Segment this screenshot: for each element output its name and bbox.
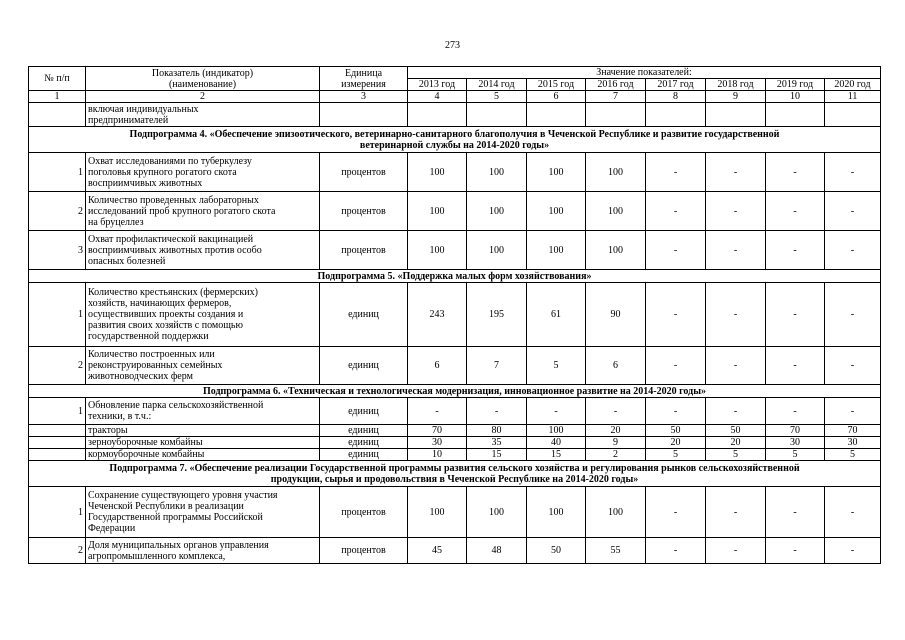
indicator-text [86,538,320,564]
value-cell: - [766,231,825,270]
value-cell: - [408,398,467,425]
indicator-line: Количество крестьянских (фермерских) [88,287,258,298]
value-cell: 30 [766,437,825,449]
unit-cell: процентов [320,231,408,270]
value-cell: 100 [586,153,646,192]
col-number: 2 [86,91,320,103]
value-cell: 100 [527,487,586,538]
indicator-text [86,425,320,437]
indicator-text [86,347,320,385]
value-cell: 5 [527,347,586,385]
indicator-line: реконструированных семейных [88,360,223,371]
value-cell: 15 [467,449,527,461]
value-cell: - [766,398,825,425]
value-cell: 100 [408,153,467,192]
value-cell: - [467,398,527,425]
value-cell: 70 [766,425,825,437]
value-cell: - [825,538,881,564]
table-row [29,283,881,347]
year-header: 2016 год [586,79,646,91]
section-header: Подпрограмма 4. «Обеспечение эпизоотического, ветеринарно-санитарного благополучия в Чеченской Республике и развитие государственной ветеринарной службы на 2014-2020 годы» [29,127,881,153]
value-cell: - [766,153,825,192]
section-header: Подпрограмма 5. «Поддержка малых форм хозяйствования» [29,270,881,283]
value-cell: 100 [527,153,586,192]
col-number: 11 [825,91,881,103]
value-cell: - [825,398,881,425]
row-number [29,425,86,437]
col-number: 3 [320,91,408,103]
indicator-text [86,231,320,270]
row-number: 1 [29,487,86,538]
value-cell: 100 [467,231,527,270]
value-cell: - [766,283,825,347]
page-number: 273 [445,40,460,51]
value-cell: 100 [408,192,467,231]
year-header: 2014 год [467,79,527,91]
value-cell: 100 [527,231,586,270]
table-row [29,425,881,437]
indicator-line: восприимчивых животных против особо [88,244,262,256]
indicator-line: техники, в т.ч.: [88,411,152,422]
value-cell: - [527,398,586,425]
year-header: 2015 год [527,79,586,91]
value-cell: 100 [527,425,586,437]
value-cell: - [646,192,706,231]
value-cell: 50 [646,425,706,437]
table-row [29,347,881,385]
value-cell: - [766,347,825,385]
value-cell: 10 [408,449,467,461]
row-number: 2 [29,192,86,231]
year-header: 2013 год [408,79,467,91]
unit-cell: единиц [320,425,408,437]
indicator-line: опасных болезней [88,255,166,267]
value-cell: - [706,231,766,270]
value-cell: 61 [527,283,586,347]
row-number: 1 [29,153,86,192]
col-number: 8 [646,91,706,103]
row-number: 1 [29,283,86,347]
header-indicator: Показатель (индикатор) (наименование) [86,67,320,91]
value-cell: - [766,487,825,538]
unit-cell: процентов [320,487,408,538]
row-number: 3 [29,231,86,270]
indicators-table [28,66,881,564]
value-cell: 243 [408,283,467,347]
value-cell: 30 [825,437,881,449]
value-cell: 55 [586,538,646,564]
value-cell: 50 [706,425,766,437]
value-cell: - [706,192,766,231]
value-cell: 5 [646,449,706,461]
value-cell: - [646,538,706,564]
value-cell: 100 [586,192,646,231]
value-cell: 100 [586,231,646,270]
indicator-line: Чеченской Республики в реализации [88,501,244,512]
indicator-line: Обновление парка сельскохозяйственной [88,400,264,411]
section-header: Подпрограмма 7. «Обеспечение реализации Государственной программы развития сельского хозяйства и регулирования рынков сельскохозяйственной продукции, сырья и продовольствия в Чеченской Республике на 2014-2020 годы» [29,461,881,487]
table-row [29,449,881,461]
value-cell: 6 [408,347,467,385]
row-number [29,449,86,461]
value-cell: 20 [586,425,646,437]
value-cell: - [825,283,881,347]
value-cell: - [646,398,706,425]
indicator-line: Охват профилактической вакцинацией [88,233,254,245]
indicator-line: агропромышленного комплекса, [88,550,226,562]
col-number: 1 [29,91,86,103]
value-cell: 100 [467,487,527,538]
value-cell: - [706,538,766,564]
table-row [29,153,881,192]
indicator-text [86,192,320,231]
value-cell: 48 [467,538,527,564]
value-cell: 50 [527,538,586,564]
unit-cell: процентов [320,538,408,564]
value-cell: 100 [408,487,467,538]
header-num: № п/п [29,67,86,91]
col-number: 4 [408,91,467,103]
value-cell: - [646,231,706,270]
unit-cell: процентов [320,192,408,231]
indicator-text [86,398,320,425]
col-number: 5 [467,91,527,103]
value-cell: 30 [408,437,467,449]
indicator-line: зерноуборочные комбайны [88,437,203,448]
col-number: 7 [586,91,646,103]
value-cell: - [825,487,881,538]
table-row [29,231,881,270]
col-number: 10 [766,91,825,103]
value-cell: - [825,192,881,231]
indicator-text [86,449,320,461]
value-cell: 70 [825,425,881,437]
indicator-line: на бруцеллез [88,216,144,228]
value-cell: 70 [408,425,467,437]
table-row [29,437,881,449]
value-cell: - [706,153,766,192]
unit-cell: единиц [320,437,408,449]
value-cell: 40 [527,437,586,449]
value-cell: 6 [586,347,646,385]
value-cell: - [646,153,706,192]
value-cell: - [586,398,646,425]
col-number: 6 [527,91,586,103]
value-cell: - [706,283,766,347]
indicator-text [86,487,320,538]
indicator-line: тракторы [88,425,128,436]
indicator-line: Государственной программы Российской [88,512,263,523]
value-cell: - [825,231,881,270]
table-row [29,398,881,425]
value-cell: 100 [467,153,527,192]
value-cell: 7 [467,347,527,385]
indicator-line: животноводческих ферм [88,371,193,382]
header-values: Значение показателей: [408,67,881,79]
indicator-line: хозяйств, начинающих фермеров, [88,298,232,309]
row-number: 1 [29,398,86,425]
value-cell: 45 [408,538,467,564]
value-cell: 20 [706,437,766,449]
value-cell: 80 [467,425,527,437]
value-cell: - [646,347,706,385]
value-cell: 100 [408,231,467,270]
year-header: 2020 год [825,79,881,91]
indicator-line: государственной поддержки [88,331,209,342]
value-cell: 90 [586,283,646,347]
value-cell: 9 [586,437,646,449]
value-cell: - [766,192,825,231]
unit-cell: процентов [320,153,408,192]
indicator-text [86,283,320,347]
value-cell: - [706,487,766,538]
value-cell: - [706,347,766,385]
indicator-line: Сохранение существующего уровня участия [88,490,278,501]
unit-cell: единиц [320,347,408,385]
value-cell: - [706,398,766,425]
indicator-line: Количество проведенных лабораторных [88,194,259,206]
value-cell: - [646,487,706,538]
unit-cell: единиц [320,398,408,425]
value-cell: 195 [467,283,527,347]
value-cell: 2 [586,449,646,461]
indicator-line: развития своих хозяйств с помощью [88,320,243,331]
table-row [29,192,881,231]
indicator-line: осуществивших проекты создания и [88,309,244,320]
indicator-line: Федерации [88,523,136,534]
value-cell: - [646,283,706,347]
value-cell: 100 [467,192,527,231]
indicator-line: исследований проб крупного рогатого скота [88,205,276,217]
indicator-line: Охват исследованиями по туберкулезу [88,155,252,167]
indicator-line: поголовья крупного рогатого скота [88,166,237,178]
indicator-line: восприимчивых животных [88,177,203,189]
value-cell: 5 [766,449,825,461]
section-header: Подпрограмма 6. «Техническая и технологическая модернизация, инновационное развитие на 2014-2020 годы» [29,385,881,398]
value-cell: - [825,347,881,385]
indicator-text: включая индивидуальных предпринимателей [86,103,320,127]
table-row [29,487,881,538]
row-number: 2 [29,538,86,564]
unit-cell: единиц [320,449,408,461]
indicator-line: кормоуборочные комбайны [88,449,205,460]
value-cell: 5 [706,449,766,461]
column-numbers-row [29,91,881,103]
value-cell: - [825,153,881,192]
value-cell: 5 [825,449,881,461]
value-cell: 100 [527,192,586,231]
year-header: 2017 год [646,79,706,91]
row-number [29,437,86,449]
indicator-line: Доля муниципальных органов управления [88,539,269,551]
indicator-text [86,153,320,192]
value-cell: - [766,538,825,564]
table-row [29,103,881,127]
indicator-text [86,437,320,449]
year-header: 2018 год [706,79,766,91]
value-cell: 20 [646,437,706,449]
value-cell: 100 [586,487,646,538]
col-number: 9 [706,91,766,103]
unit-cell: единиц [320,283,408,347]
row-number: 2 [29,347,86,385]
header-unit: Единица измерения [320,67,408,91]
indicator-line: Количество построенных или [88,349,215,360]
value-cell: 15 [527,449,586,461]
table-row [29,538,881,564]
year-header: 2019 год [766,79,825,91]
value-cell: 35 [467,437,527,449]
